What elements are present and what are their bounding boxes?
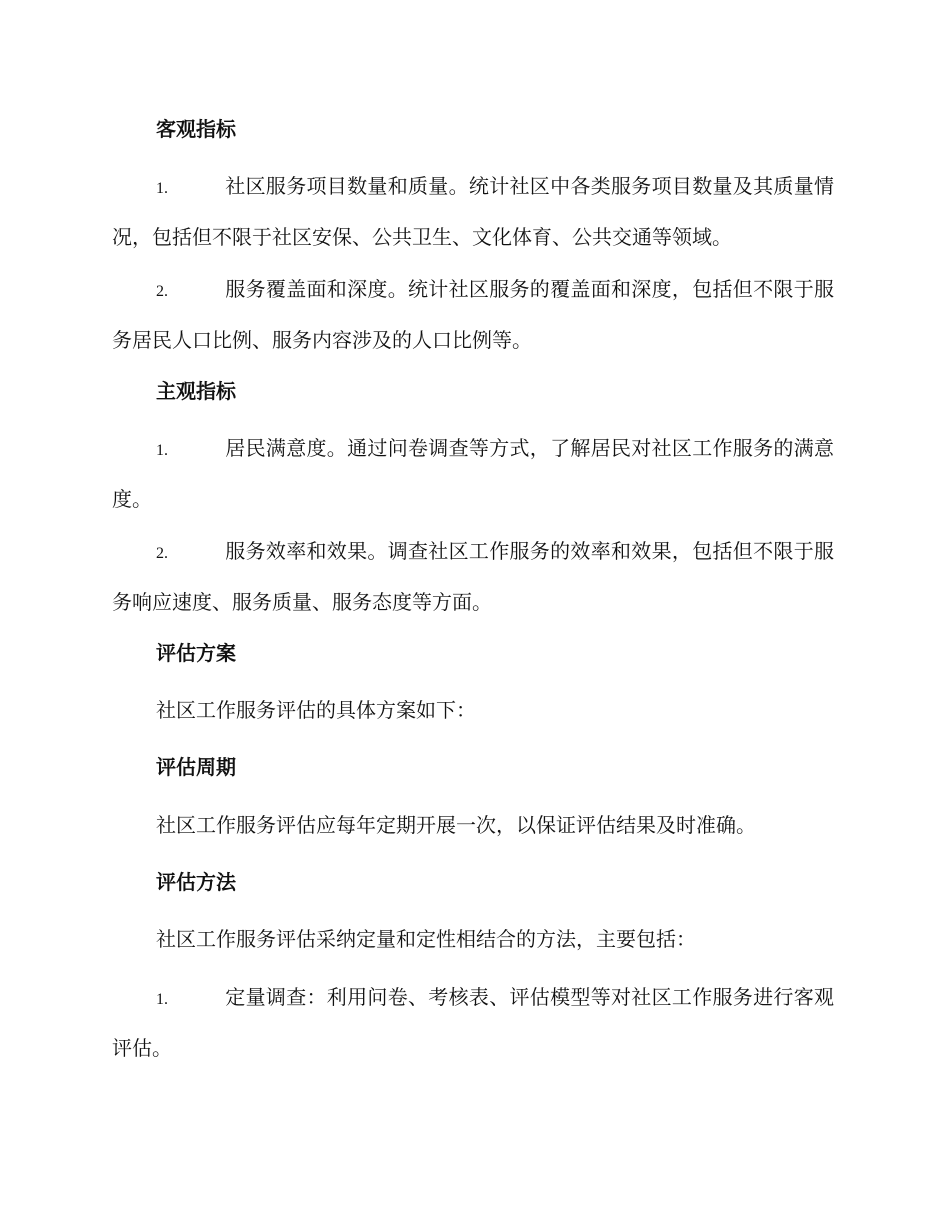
section-heading-subjective: 主观指标 (156, 379, 236, 403)
list-item-text: 服务效率和效果。调查社区工作服务的效率和效果，包括但不限于服务响应速度、服务质量、服务态度等方面。 (112, 539, 834, 614)
section-heading-method: 评估方法 (156, 870, 236, 894)
list-item (112, 527, 834, 626)
list-item-text: 服务覆盖面和深度。统计社区服务的覆盖面和深度，包括但不限于服务居民人口比例、服务内容涉及的人口比例等。 (112, 277, 834, 352)
list-item (112, 424, 834, 523)
list-item (112, 162, 834, 261)
list-number: 1. (156, 991, 168, 1008)
list-item-text: 定量调查：利用问卷、考核表、评估模型等对社区工作服务进行客观评估。 (112, 985, 834, 1060)
list-item-text: 居民满意度。通过问卷调查等方式，了解居民对社区工作服务的满意度。 (112, 436, 834, 511)
list-number: 1. (156, 180, 168, 197)
list-number: 2. (156, 283, 168, 300)
list-number: 1. (156, 442, 168, 459)
paragraph: 社区工作服务评估的具体方案如下： (156, 698, 476, 722)
list-item (112, 265, 834, 364)
list-item (112, 973, 834, 1072)
list-number: 2. (156, 545, 168, 562)
section-heading-plan: 评估方案 (156, 641, 236, 665)
section-heading-cycle: 评估周期 (156, 755, 236, 779)
section-heading-objective: 客观指标 (156, 117, 236, 141)
paragraph: 社区工作服务评估应每年定期开展一次，以保证评估结果及时准确。 (156, 813, 756, 837)
list-item-text: 社区服务项目数量和质量。统计社区中各类服务项目数量及其质量情况，包括但不限于社区安保、公共卫生、文化体育、公共交通等领域。 (112, 174, 834, 249)
paragraph: 社区工作服务评估采纳定量和定性相结合的方法，主要包括： (156, 927, 696, 951)
